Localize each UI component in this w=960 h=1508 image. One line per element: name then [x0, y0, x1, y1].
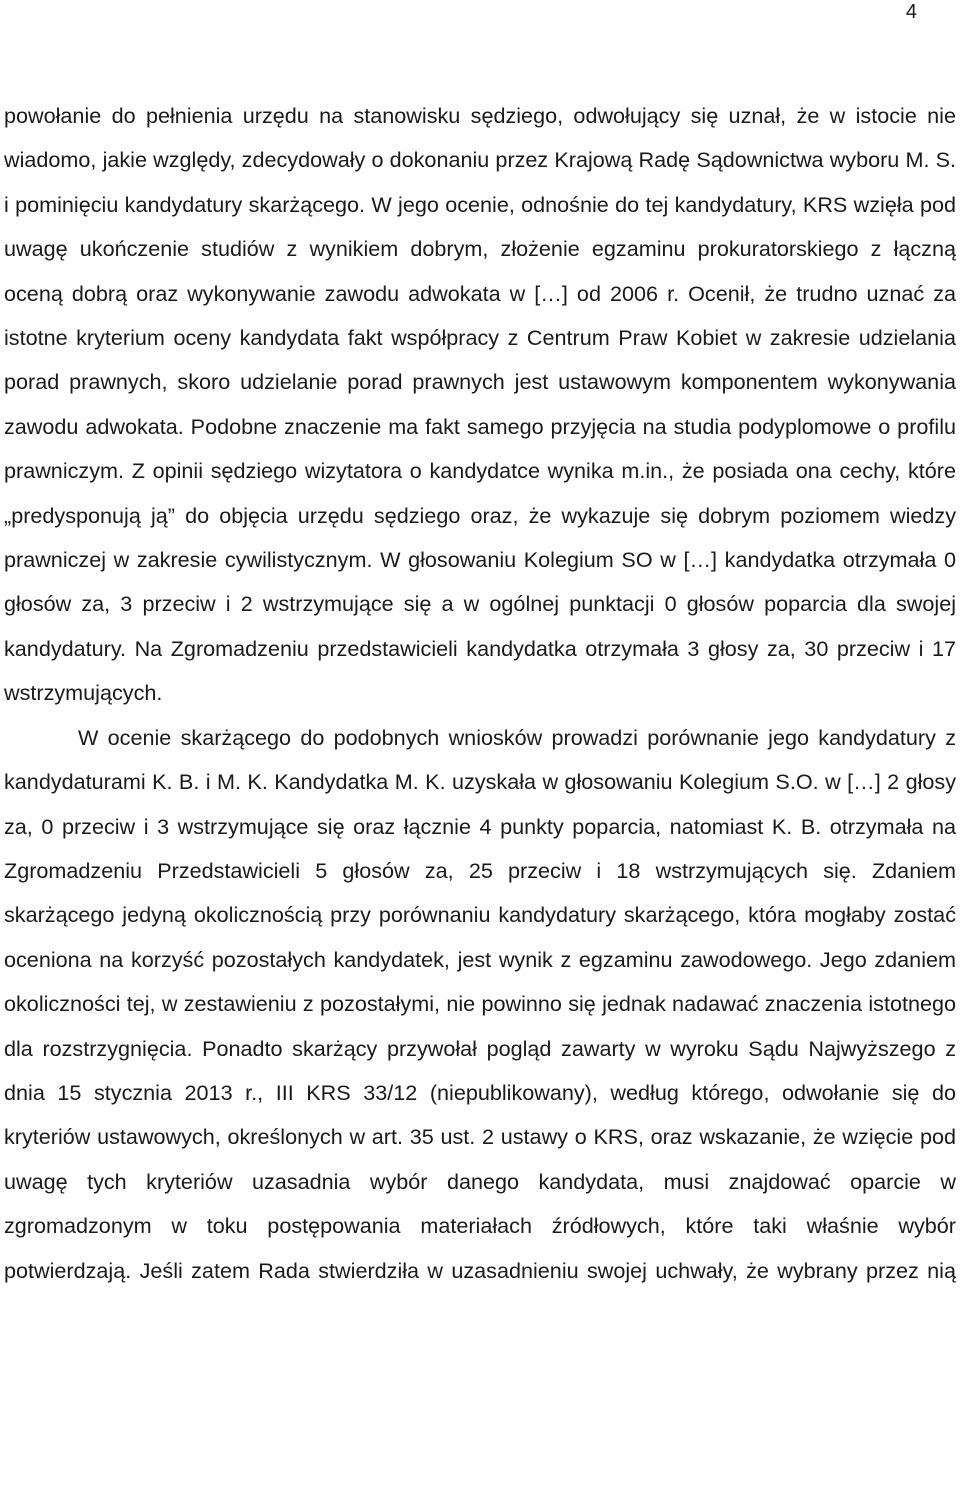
- paragraph-1: powołanie do pełnienia urzędu na stanowisku sędziego, odwołujący się uznał, że w istocie nie wiadomo, jakie względy, zdecydowały o dokonaniu przez Krajową Radę Sądownictwa wyboru M. S. i pominięciu kandydatury skarżącego. W jego ocenie, odnośnie do tej kandydatury, KRS wzięła pod uwagę ukończenie studiów z wynikiem dobrym, złożenie egzaminu prokuratorskiego z łączną oceną dobrą oraz wykonywanie zawodu adwokata w […] od 2006 r. Ocenił, że trudno uznać za istotne kryterium oceny kandydata fakt współpracy z Centrum Praw Kobiet w zakresie udzielania porad prawnych, skoro udzielanie porad prawnych jest ustawowym komponentem wykonywania zawodu adwokata. Podobne znaczenie ma fakt samego przyjęcia na studia podyplomowe o profilu prawniczym. Z opinii sędziego wizytatora o kandydatce wynika m.in., że posiada ona cechy, które „predysponują ją” do objęcia urzędu sędziego oraz, że wykazuje się dobrym poziomem wiedzy prawniczej w zakresie cywilistycznym. W głosowaniu Kolegium SO w […] kandydatka otrzymała 0 głosów za, 3 przeciw i 2 wstrzymujące się a w ogólnej punktacji 0 głosów poparcia dla swojej kandydatury. Na Zgromadzeniu przedstawicieli kandydatka otrzymała 3 głosy za, 30 przeciw i 17 wstrzymujących.: [4, 103, 956, 706]
- page-number: 4: [905, 1, 917, 23]
- document-body: [4, 94, 956, 1293]
- paragraph-2: W ocenie skarżącego do podobnych wniosków prowadzi porównanie jego kandydatury z kandydaturami K. B. i M. K. Kandydatka M. K. uzyskała w głosowaniu Kolegium S.O. w […] 2 głosy za, 0 przeciw i 3 wstrzymujące się oraz łącznie 4 punkty poparcia, natomiast K. B. otrzymała na Zgromadzeniu Przedstawicieli 5 głosów za, 25 przeciw i 18 wstrzymujących się. Zdaniem skarżącego jedyną okolicznością przy porównaniu kandydatury skarżącego, która mogłaby zostać oceniona na korzyść pozostałych kandydatek, jest wynik z egzaminu zawodowego. Jego zdaniem okoliczności tej, w zestawieniu z pozostałymi, nie powinno się jednak nadawać znaczenia istotnego dla rozstrzygnięcia. Ponadto skarżący przywołał pogląd zawarty w wyroku Sądu Najwyższego z dnia 15 stycznia 2013 r., III KRS 33/12 (niepublikowany), według którego, odwołanie się do kryteriów ustawowych, określonych w art. 35 ust. 2 ustawy o KRS, oraz wskazanie, że wzięcie pod uwagę tych kryteriów uzasadnia wybór danego kandydata, musi znajdować oparcie w zgromadzonym w toku postępowania materiałach źródłowych, które taki właśnie wybór potwierdzają. Jeśli zatem Rada stwierdziła w uzasadnieniu swojej uchwały, że wybrany przez nią: [4, 724, 956, 1283]
